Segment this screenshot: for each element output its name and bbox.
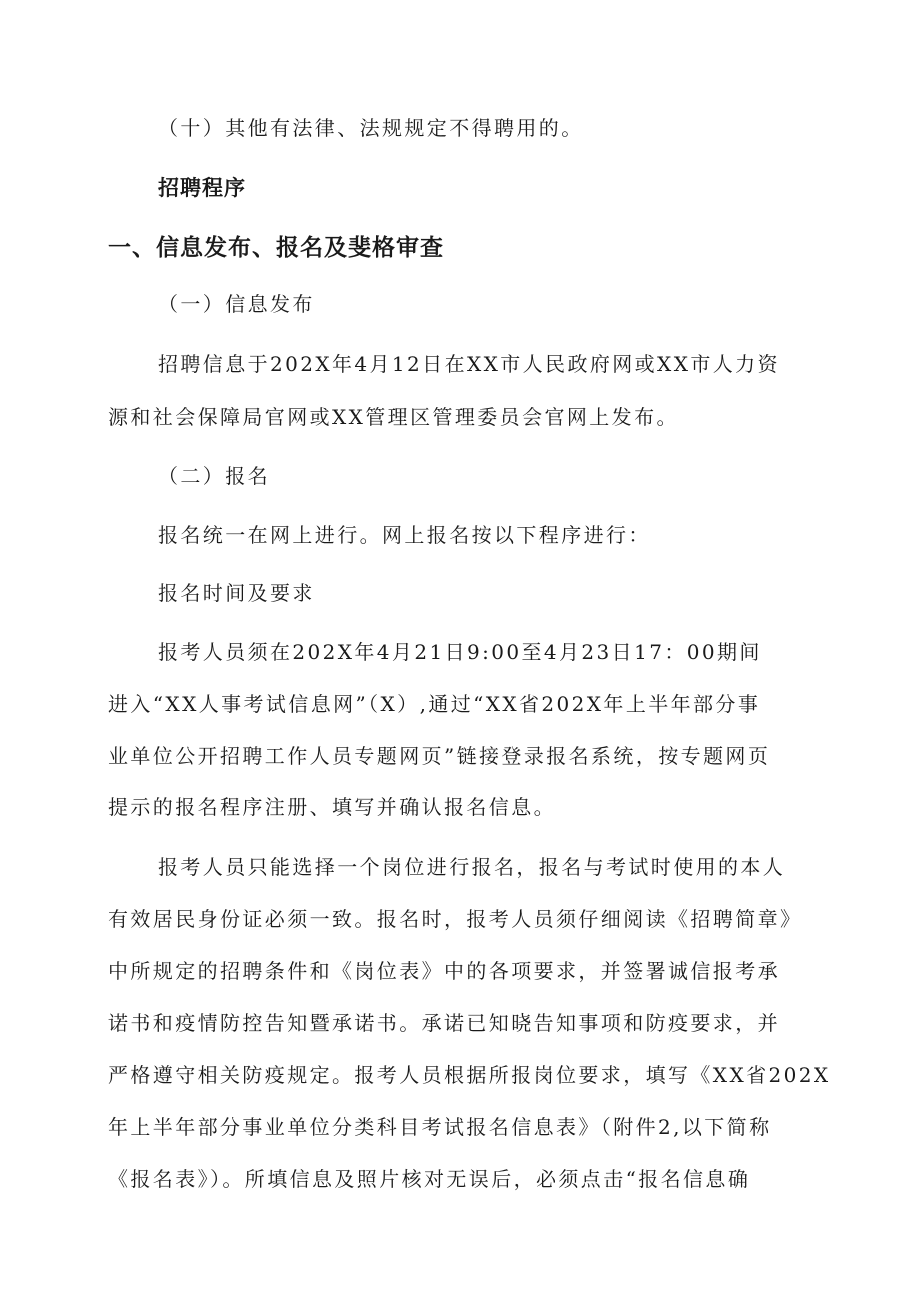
paragraph-line: 中所规定的招聘条件和《岗位表》中的各项要求，并签署诚信报考承 bbox=[108, 959, 780, 983]
paragraph-line: 报名统一在网上进行。网上报名按以下程序进行： bbox=[158, 523, 651, 547]
section-heading: 招聘程序 bbox=[158, 176, 246, 200]
paragraph-line: 《报名表》）。所填信息及照片核对无误后，必须点击“报名信息确 bbox=[108, 1167, 751, 1191]
paragraph-line: 严格遵守相关防疫规定。报考人员根据所报岗位要求，填写《XX省202X bbox=[108, 1063, 831, 1087]
paragraph-line: 进入“XX人事考试信息网”（X）,通过“XX省202X年上半年部分事 bbox=[108, 692, 761, 716]
paragraph-line: （二）报名 bbox=[158, 464, 270, 488]
paragraph-line: 招聘信息于202X年4月12日在XX市人民政府网或XX市人力资 bbox=[158, 352, 780, 376]
paragraph-line: 诺书和疫情防控告知暨承诺书。承诺已知晓告知事项和防疫要求，并 bbox=[108, 1011, 780, 1035]
paragraph-line: 报名时间及要求 bbox=[158, 581, 315, 605]
paragraph-line: 年上半年部分事业单位分类科目考试报名信息表》（附件2,以下简称 bbox=[108, 1115, 772, 1139]
paragraph-line: 业单位公开招聘工作人员专题网页”链接登录报名系统，按专题网页 bbox=[108, 744, 771, 768]
paragraph-line: 有效居民身份证必须一致。报名时，报考人员须仔细阅读《招聘简章》 bbox=[108, 907, 803, 931]
paragraph-line: 提示的报名程序注册、填写并确认报名信息。 bbox=[108, 795, 556, 819]
paragraph-line: （一）信息发布 bbox=[158, 292, 315, 316]
subsection-heading: 一、信息发布、报名及斐格审查 bbox=[108, 235, 444, 261]
paragraph-line: 源和社会保障局官网或XX管理区管理委员会官网上发布。 bbox=[108, 405, 679, 429]
paragraph-line: （十）其他有法律、法规规定不得聘用的。 bbox=[158, 116, 584, 140]
paragraph-line: 报考人员须在202X年4月21日9:00至4月23日17：00期间 bbox=[158, 640, 762, 664]
paragraph-line: 报考人员只能选择一个岗位进行报名，报名与考试时使用的本人 bbox=[158, 855, 786, 879]
